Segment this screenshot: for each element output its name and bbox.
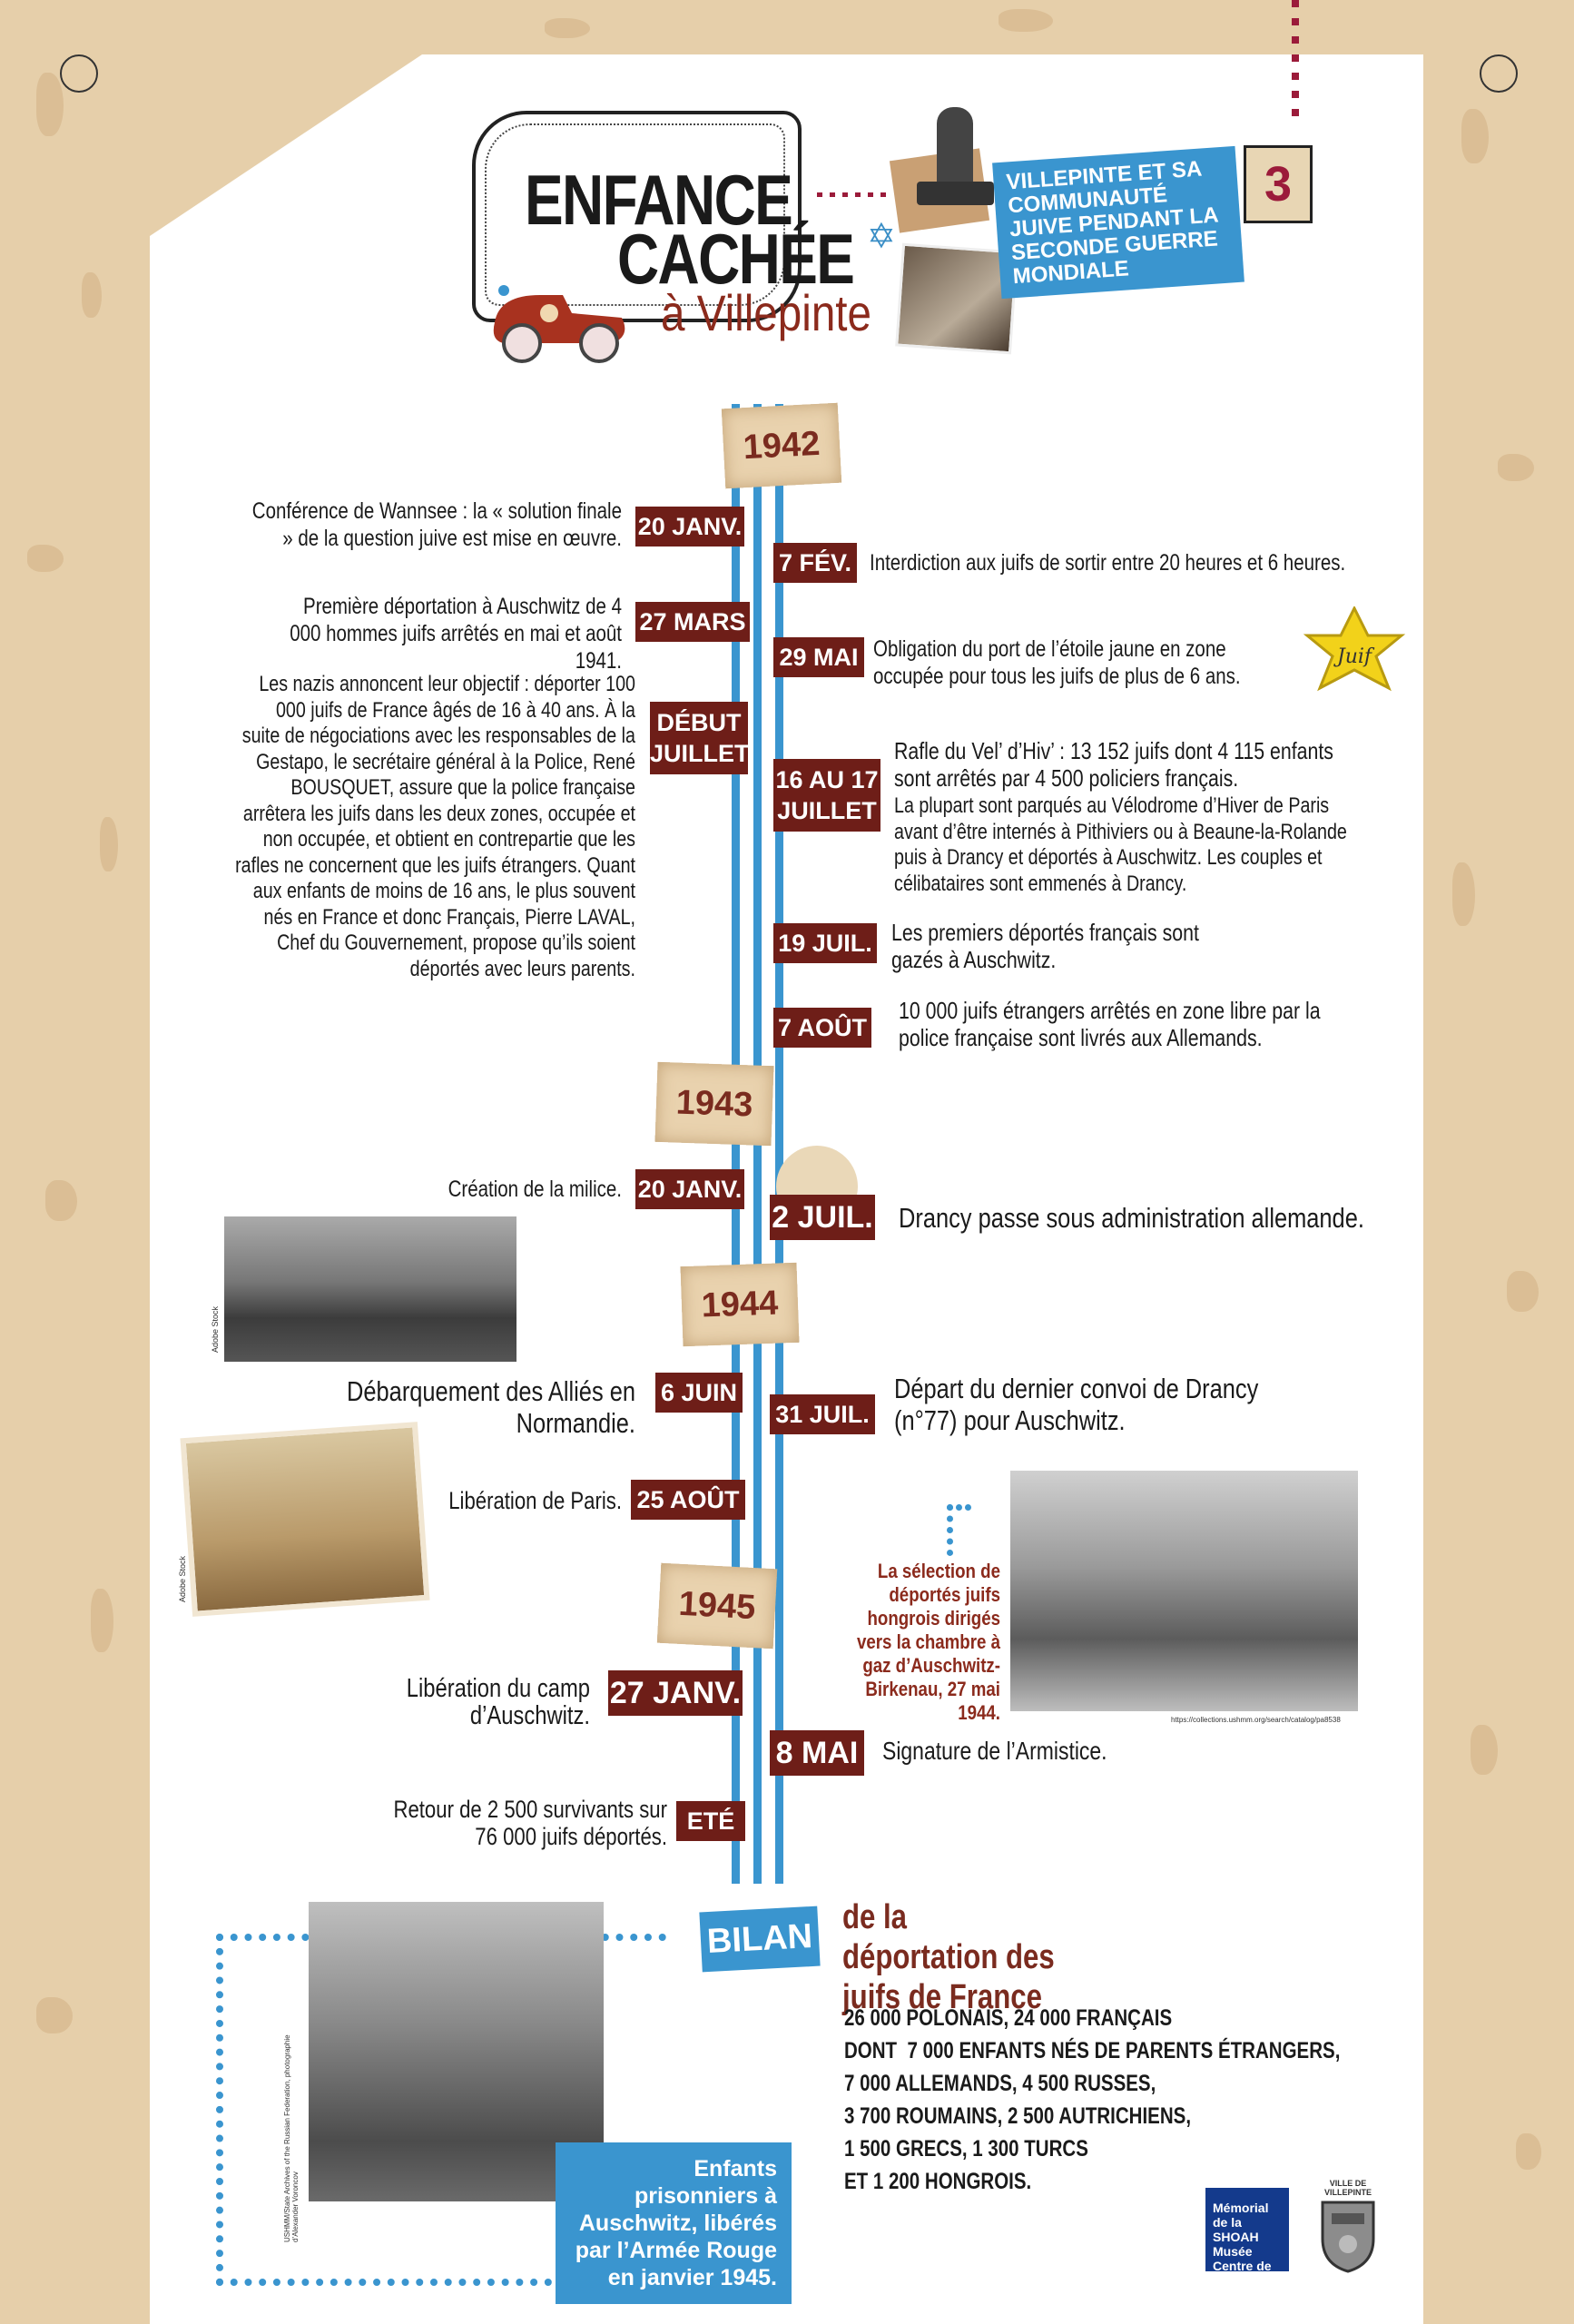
mount-hole-right xyxy=(1480,54,1518,93)
background-speck xyxy=(36,1997,73,2034)
background-speck xyxy=(1498,454,1534,481)
stamp-icon xyxy=(937,107,973,189)
star-of-david-icon: ✡ xyxy=(867,218,896,256)
stamp-base xyxy=(917,182,994,205)
event-text-retour: Retour de 2 500 survivants sur 76 000 juifs déportés. xyxy=(393,1796,667,1850)
year-tag-1945: 1945 xyxy=(657,1563,777,1649)
yellow-star-badge-icon xyxy=(1300,606,1409,706)
background-speck xyxy=(27,545,64,572)
background-speck xyxy=(36,73,64,136)
birkenau-selection-photo xyxy=(1010,1471,1358,1711)
event-text-zone-libre: 10 000 juifs étrangers arrêtés en zone libre par la police française sont livrés aux Allemands. xyxy=(899,997,1321,1051)
year-tag-1944: 1944 xyxy=(681,1263,800,1346)
event-text-premiere-deportation: Première déportation à Auschwitz de 4 000 hommes juifs arrêtés en mai et août 1941. xyxy=(290,594,622,674)
event-text-objectif: Les nazis annoncent leur objectif : déporter 100 000 juifs de France âgés de 16 à 40 ans. À la suite de négociations avec les responsables de la Gestapo, le secrétaire général à la Police, René BOUSQUET, assure que la police française arrêtera les juifs dans les deux zones, occupée et non occupée, et obtient en contrepartie que les rafles ne concernent que les juifs étrangers. Quant aux enfants de moins de 16 ans, le plus souvent nés en France et donc Français, Pierre LAVAL, Chef du Gouvernement, propose qu’ils soient déportés avec leurs parents. xyxy=(235,672,635,981)
event-text-curfew: Interdiction aux juifs de sortir entre 20 heures et 6 heures. xyxy=(870,550,1346,576)
star-badge-label: Juif xyxy=(1336,645,1372,668)
villepinte-logo xyxy=(1307,2179,1389,2279)
event-text-yellow-star: Obligation du port de l’étoile jaune en zone occupée pour tous les juifs de plus de 6 ans. xyxy=(873,636,1241,689)
date-badge: 6 JUIN xyxy=(655,1373,743,1413)
event-text-milice: Création de la milice. xyxy=(448,1177,622,1202)
date-badge: 2 JUIL. xyxy=(770,1195,875,1240)
event-text-gazes: Les premiers déportés français sont gazés à Auschwitz. xyxy=(891,919,1199,973)
toy-car-icon xyxy=(486,272,635,363)
title-line-3: à Villepinte xyxy=(661,284,872,341)
birkenau-caption: La sélection de déportés juifs hongrois dirigés vers la chambre à gaz d’Auschwitz-Birkenau, 27 mai 1944. xyxy=(856,1560,1000,1724)
header-dotted-connector xyxy=(817,192,891,197)
date-badge: 7 AOÛT xyxy=(773,1008,871,1048)
photo-credit: USHMM/State Archives of the Russian Federation, photographie d’Alexander Voroncov xyxy=(283,2034,300,2242)
event-text-rafle-title: Rafle du Vel’ d’Hiv’ : 13 152 juifs dont 4 115 enfants sont arrêtés par 4 500 policiers français. xyxy=(894,737,1333,792)
date-badge: 29 MAI xyxy=(773,637,864,677)
event-text-armistice: Signature de l’Armistice. xyxy=(882,1737,1107,1765)
background-speck xyxy=(1516,2133,1541,2170)
background-speck xyxy=(1461,109,1489,163)
date-badge: 27 JANV. xyxy=(608,1670,743,1716)
date-badge: 20 JANV. xyxy=(635,507,744,547)
subtitle-banner: VILLEPINTE ET SA COMMUNAUTÉ JUIVE PENDANT LA SECONDE GUERRE MONDIALE xyxy=(992,146,1244,299)
event-text-wannsee: Conférence de Wannsee : la « solution finale » de la question juive est mise en œuvre. xyxy=(251,498,622,551)
background-speck xyxy=(1471,1725,1498,1775)
bilan-tag: BILAN xyxy=(699,1906,820,1973)
title-line-2: CACHÉE xyxy=(617,219,854,299)
year-tag-1942: 1942 xyxy=(722,403,841,489)
date-badge: 27 MARS xyxy=(635,602,750,642)
background-speck xyxy=(1452,862,1475,926)
event-text-drancy: Drancy passe sous administration allemande. xyxy=(899,1202,1364,1234)
date-badge: 25 AOÛT xyxy=(631,1480,745,1520)
background-speck xyxy=(999,9,1053,32)
background-speck xyxy=(100,817,118,872)
date-badge: 7 FÉV. xyxy=(773,543,857,583)
date-badge: 19 JUIL. xyxy=(773,923,877,963)
timeline-rail xyxy=(775,404,783,1884)
background-speck xyxy=(545,18,590,38)
event-text-debarquement: Débarquement des Alliés en Normandie. xyxy=(347,1375,635,1439)
red-dotted-line xyxy=(1292,0,1299,127)
eiffel-tower-postcard-photo xyxy=(180,1422,429,1617)
background-speck xyxy=(91,1589,113,1652)
coat-of-arms-icon xyxy=(1315,2197,1381,2275)
background-speck xyxy=(1507,1271,1539,1312)
date-badge: DÉBUT JUILLET xyxy=(650,702,748,774)
date-badge: 31 JUIL. xyxy=(770,1394,875,1434)
bilan-stats: 26 000 POLONAIS, 24 000 FRANÇAIS DONT 7 000 ENFANTS NÉS DE PARENTS ÉTRANGERS, 7 000 ALLEMANDS, 4 500 RUSSES, 3 700 ROUMAINS, 2 500 AUTRICHIENS, 1 500 GRECS, 1 300 TURCS ET 1 200 HONGROIS. xyxy=(844,2005,1341,2194)
memorial-shoah-logo: Mémorial de la SHOAH Musée Centre de documentation xyxy=(1205,2188,1289,2271)
caption-dotted-connector xyxy=(947,1504,971,1556)
event-text-auschwitz-liberation: Libération du camp d’Auschwitz. xyxy=(406,1674,590,1730)
mount-hole-left xyxy=(60,54,98,93)
event-text-rafle: La plupart sont parqués au Vélodrome d’Hiver de Paris avant d’être internés à Pithiviers ou à Beaune-la-Rolande puis à Drancy et déportés à Auschwitz. Les couples et célibataires sont emmenés à Drancy. xyxy=(894,793,1347,896)
prisoners-caption: Enfants prisonniers à Auschwitz, libérés par l’Armée Rouge en janvier 1945. xyxy=(556,2142,792,2304)
photo-credit: Adobe Stock xyxy=(211,1305,220,1353)
photo-credit: https://collections.ushmm.org/search/catalog/pa8538 xyxy=(1171,1716,1341,1724)
event-text-convoi: Départ du dernier convoi de Drancy (n°77) pour Auschwitz. xyxy=(894,1373,1259,1436)
background-speck xyxy=(82,272,102,318)
event-text-paris: Libération de Paris. xyxy=(448,1487,622,1514)
villepinte-logo-label: VILLE DE VILLEPINTE xyxy=(1323,2179,1372,2197)
normandy-landing-photo xyxy=(224,1216,516,1362)
date-badge: ETÉ xyxy=(676,1801,745,1841)
year-tag-1943: 1943 xyxy=(655,1062,774,1146)
background-speck xyxy=(45,1180,77,1221)
date-badge: 20 JANV. xyxy=(635,1169,744,1209)
photo-credit: Adobe Stock xyxy=(178,1555,187,1602)
title-line-1: ENFANCE xyxy=(525,160,792,240)
bilan-title: de la déportation des juifs de France xyxy=(842,1898,1055,2016)
date-badge: 16 AU 17 JUILLET xyxy=(773,759,880,832)
date-badge: 8 MAI xyxy=(770,1730,864,1776)
panel-number: 3 xyxy=(1244,145,1313,223)
